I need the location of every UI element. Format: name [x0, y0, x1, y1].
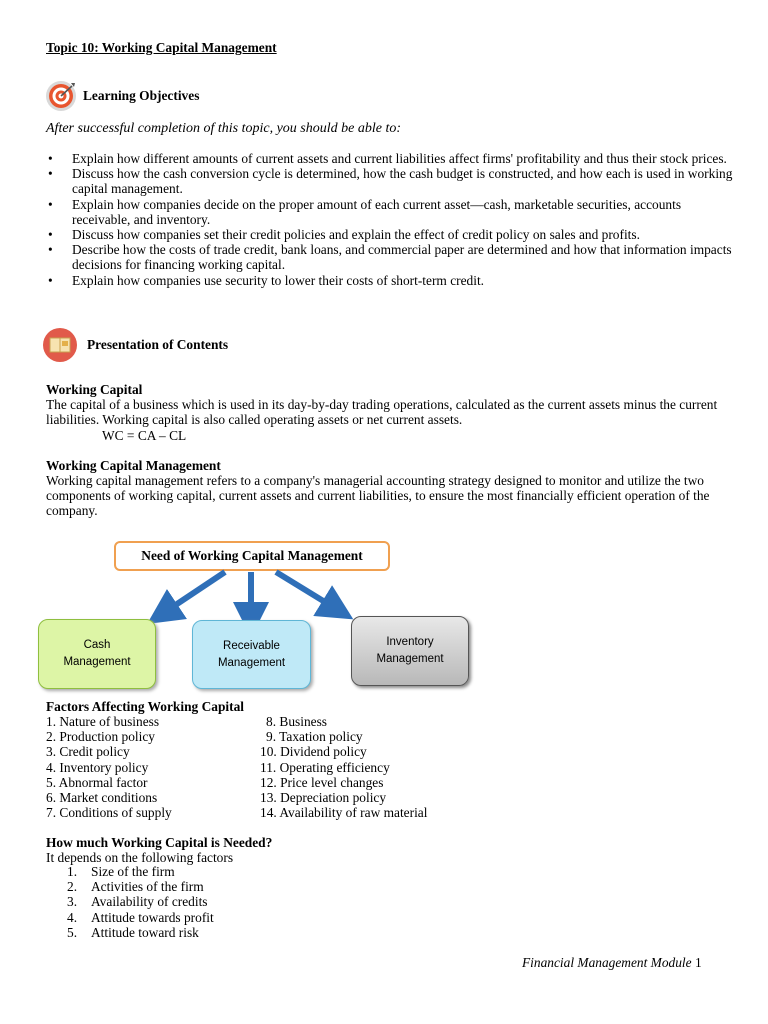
item-number: 5. — [67, 924, 78, 940]
needed-item — [45, 879, 214, 894]
footer-label: Financial Management Module — [522, 955, 692, 970]
page-title: Topic 10: Working Capital Management — [46, 40, 277, 55]
working-capital-heading: Working Capital — [46, 382, 143, 397]
factor-item: 4. Inventory policy — [46, 759, 149, 775]
needed-list — [45, 864, 214, 940]
needed-heading: How much Working Capital is Needed? — [46, 835, 273, 850]
page-number: 1 — [694, 955, 702, 970]
needed-item — [45, 894, 214, 909]
needed-item — [45, 910, 214, 925]
objective-item: • Explain how companies use security to lower their costs of short-term credit. — [46, 273, 736, 288]
presentation-heading: Presentation of Contents — [87, 337, 229, 352]
arrow-to-inventory — [276, 572, 338, 610]
item-number: 4. — [67, 909, 78, 925]
needed-item — [45, 864, 214, 879]
box-label: Inventory Management — [376, 636, 444, 665]
factor-item: 8. Business — [266, 714, 328, 729]
factor-item: 14. Availability of raw material — [260, 805, 428, 821]
book-icon — [42, 327, 78, 363]
factor-item: 13. Depreciation policy — [260, 789, 387, 805]
item-text: Activities of the firm — [91, 879, 204, 895]
factor-item: 11. Operating efficiency — [260, 759, 390, 775]
item-number: 1. — [67, 864, 78, 879]
objectives-list — [46, 151, 736, 288]
item-text: Size of the firm — [91, 864, 175, 879]
factor-item: 6. Market conditions — [46, 789, 158, 805]
objective-item: • Describe how the costs of trade credit, bank loans, and commercial paper are determined and how that information impacts decisions for financing working capital. — [46, 242, 736, 272]
needed-item — [45, 925, 214, 940]
wcm-heading: Working Capital Management — [46, 458, 221, 473]
factors-right-column — [258, 714, 498, 820]
diagram-title-box — [114, 541, 390, 571]
factor-item: 12. Price level changes — [260, 774, 384, 790]
learning-objectives-heading: Learning Objectives — [83, 88, 200, 103]
item-number: 2. — [67, 879, 78, 895]
factor-item: 1. Nature of business — [46, 714, 160, 729]
factor-item: 9. Taxation policy — [266, 729, 363, 745]
item-text: Attitude towards profit — [91, 909, 214, 925]
box-label: Cash Management — [63, 639, 131, 668]
box-label: Receivable Management — [217, 639, 286, 669]
wc-formula: WC = CA – CL — [102, 428, 187, 443]
diagram-title: Need of Working Capital Management — [141, 548, 363, 564]
needed-intro: It depends on the following factors — [46, 850, 234, 865]
factors-heading: Factors Affecting Working Capital — [46, 699, 244, 714]
factor-item: 10. Dividend policy — [260, 744, 367, 760]
objectives-intro: After successful completion of this topic, you should be able to: — [46, 121, 401, 136]
receivable-management-box — [192, 620, 311, 689]
arrow-to-cash — [162, 572, 225, 614]
inventory-management-box — [351, 616, 469, 686]
objective-item: • Discuss how the cash conversion cycle is determined, how the cash budget is constructed, and how each is used in working capital management. — [46, 166, 736, 196]
factor-item: 5. Abnormal factor — [46, 774, 148, 790]
cash-management-box — [38, 619, 156, 689]
factors-left-column — [46, 714, 256, 820]
objective-item: • Discuss how companies set their credit policies and explain the effect of credit policy on sales and profits. — [46, 227, 736, 242]
factor-item: 2. Production policy — [46, 729, 155, 745]
page-footer — [522, 955, 702, 970]
item-text: Availability of credits — [91, 894, 208, 910]
factor-item: 3. Credit policy — [46, 744, 130, 760]
target-icon — [45, 80, 77, 112]
objective-item: • Explain how companies decide on the proper amount of each current asset—cash, marketable securities, accounts receivable, and inventory. — [46, 197, 736, 227]
working-capital-body: The capital of a business which is used in its day-by-day trading operations, calculated as the current assets minus the current liabilities. Working capital is also called operating assets or net current assets. — [46, 397, 718, 428]
factor-item: 7. Conditions of supply — [46, 805, 172, 821]
objective-item: • Explain how different amounts of current assets and current liabilities affect firms' profitability and thus their stock prices. — [46, 151, 736, 166]
item-text: Attitude toward risk — [91, 924, 199, 940]
wcm-body: Working capital management refers to a company's managerial accounting strategy designed to monitor and utilize the two components of working capital, current assets and current liabilities, to ensure the most financially efficient operation of the company. — [46, 473, 710, 519]
item-number: 3. — [67, 894, 78, 910]
